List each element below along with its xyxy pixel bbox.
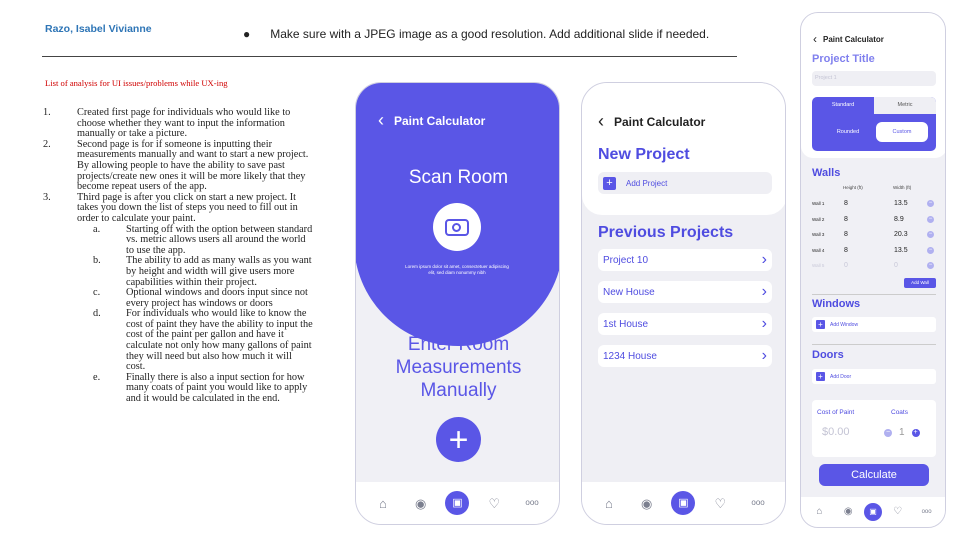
tab-metric[interactable]: Metric <box>874 97 936 114</box>
subnote-letter: e. <box>93 371 101 383</box>
wall-width[interactable]: 8.9 <box>894 215 904 223</box>
add-door-button[interactable] <box>812 369 936 384</box>
tab-standard[interactable]: Standard <box>831 102 855 108</box>
plus-icon[interactable]: + <box>913 428 918 436</box>
heart-icon[interactable]: ♡ <box>893 506 903 517</box>
walls-title: Walls <box>812 167 841 179</box>
project-title-label: Project Title <box>812 53 875 65</box>
header <box>378 110 485 131</box>
subnote-letter: d. <box>93 308 101 320</box>
note-item <box>43 140 313 193</box>
app-title: Paint Calculator <box>614 114 706 129</box>
project-item[interactable] <box>598 281 772 303</box>
divider <box>42 56 737 57</box>
add-door-label: Add Door <box>830 373 852 380</box>
camera-tab-icon[interactable]: ▣ <box>671 491 695 515</box>
col-height-header: Height (ft) <box>843 185 863 190</box>
new-project-title: New Project <box>598 146 690 163</box>
wall-width[interactable]: 13.5 <box>894 246 908 254</box>
back-icon[interactable]: ‹ <box>813 32 817 46</box>
wall-height[interactable]: 8 <box>844 231 848 239</box>
minus-icon[interactable]: − <box>885 428 891 436</box>
lorem-text: Lorem ipsum dolor sit amet, consectetuer adipiscing elit, sed diam nonummy nibh <box>405 264 509 275</box>
add-window-button[interactable] <box>812 317 936 332</box>
more-icon[interactable]: ooo <box>921 509 932 515</box>
wall-width[interactable]: 20.3 <box>894 231 908 239</box>
add-window-label: Add Window <box>830 321 859 328</box>
tab-custom[interactable]: Custom <box>876 122 928 142</box>
wall-width[interactable]: 13.5 <box>894 200 908 208</box>
add-wall-button[interactable]: Add Wall <box>904 278 936 288</box>
tab-rounded[interactable]: Rounded <box>836 129 860 135</box>
list-title: List of analysis for UI issues/problems while UX-ing <box>45 78 228 88</box>
heart-icon[interactable]: ♡ <box>714 495 727 511</box>
camera-button[interactable] <box>433 203 481 251</box>
home-icon[interactable]: ⌂ <box>604 495 613 511</box>
chevron-right-icon: › <box>761 283 767 300</box>
phone-scan-screen <box>355 82 560 525</box>
project-list <box>598 249 772 367</box>
wall-height[interactable]: 8 <box>844 246 848 254</box>
chevron-right-icon: › <box>761 347 767 364</box>
analysis-notes <box>43 108 313 405</box>
subnote-item <box>93 309 313 373</box>
wall-height[interactable]: 8 <box>844 200 848 208</box>
add-project-label: Add Project <box>626 178 668 188</box>
tab-bar <box>356 482 559 524</box>
camera-tab-icon[interactable]: ▣ <box>864 503 882 521</box>
chevron-right-icon: › <box>761 315 767 332</box>
calculate-button[interactable]: Calculate <box>819 464 929 486</box>
coats-stepper[interactable] <box>884 427 920 438</box>
divider <box>812 344 936 345</box>
back-icon[interactable]: ‹ <box>378 110 384 130</box>
camera-icon <box>445 219 469 236</box>
note-number: 1. <box>43 107 51 118</box>
bullet-mark: ● <box>243 27 251 41</box>
wall-name: Wall 3 <box>812 232 825 238</box>
doors-title: Doors <box>812 349 844 361</box>
project-name: New House <box>603 286 655 298</box>
divider <box>812 294 936 295</box>
header <box>813 32 884 46</box>
eye-icon[interactable]: ◉ <box>843 506 853 517</box>
cost-of-paint-card <box>812 400 936 457</box>
wall-name: Wall 1 <box>812 201 825 207</box>
subnote-item <box>93 225 313 257</box>
tab-bar <box>582 482 785 524</box>
minus-icon[interactable]: − <box>928 231 933 238</box>
wall-width[interactable]: 0 <box>894 262 898 270</box>
wall-name: Wall 2 <box>812 216 825 222</box>
wall-row <box>812 212 938 228</box>
wall-row <box>812 258 938 274</box>
subnote-item <box>93 373 313 405</box>
instruction-line <box>243 27 709 41</box>
instruction-text: Make sure with a JPEG image as a good resolution. Add additional slide if needed. <box>270 27 710 41</box>
minus-icon[interactable]: − <box>928 262 933 269</box>
note-text: Created first page for individuals who would like to choose whether they want to input the information manually or take a picture. <box>77 107 291 140</box>
note-text: Second page is for if someone is inputting their measurements manually and want to start a new project. By allowing people to have the ability to save past projects/create new ones it will be more likely that they become repeat users of the app. <box>77 138 309 193</box>
coats-value: 1 <box>899 427 905 438</box>
plus-icon: + <box>816 320 825 329</box>
home-icon[interactable]: ⌂ <box>816 506 823 517</box>
note-number: 3. <box>43 191 51 203</box>
eye-icon[interactable]: ◉ <box>641 495 653 511</box>
subnote-text: For individuals who would like to know the cost of paint they have the ability to input the cost of the paint per gallon and have it calculate not only how many gallons of paint they will need but also how much it will cost. <box>126 308 313 373</box>
subnote-letter: c. <box>93 287 101 299</box>
wall-name: Wall 5 <box>812 263 825 269</box>
subnote-letter: a. <box>93 223 101 235</box>
minus-icon[interactable]: − <box>928 215 933 222</box>
project-item[interactable] <box>598 345 772 367</box>
header <box>598 111 705 132</box>
back-icon[interactable]: ‹ <box>598 111 604 131</box>
author-name: Razo, Isabel Vivianne <box>45 23 152 35</box>
tab-bar <box>801 497 945 527</box>
subnote-text: Finally there is also a input section for how many coats of paint you would like to apply and it would be calculated in the end. <box>126 371 308 405</box>
more-icon[interactable]: ooo <box>751 498 765 507</box>
minus-icon[interactable]: − <box>928 200 933 207</box>
heart-icon[interactable]: ♡ <box>488 495 501 511</box>
manual-label: Enter Room Measurements Manually <box>395 334 522 401</box>
minus-icon[interactable]: − <box>928 246 933 253</box>
project-item[interactable] <box>598 313 772 335</box>
project-name: 1st House <box>603 318 649 330</box>
wall-row <box>812 227 938 243</box>
home-icon[interactable]: ⌂ <box>378 495 387 511</box>
wall-height[interactable]: 0 <box>844 262 848 270</box>
subnote-letter: b. <box>93 255 101 267</box>
note-item <box>43 193 313 225</box>
phone-project-form-screen <box>800 12 946 528</box>
coats-label: Coats <box>891 409 908 416</box>
wall-height[interactable]: 8 <box>844 215 848 223</box>
project-name: Project 10 <box>603 254 649 266</box>
plus-icon: + <box>816 372 825 381</box>
wall-name: Wall 4 <box>812 247 825 253</box>
plus-icon: + <box>603 177 616 190</box>
note-number: 2. <box>43 138 51 150</box>
col-width-header: Width (ft) <box>893 185 912 190</box>
unit-selector <box>812 97 936 151</box>
add-project-button[interactable] <box>598 172 772 194</box>
eye-icon[interactable]: ◉ <box>415 495 427 511</box>
windows-title: Windows <box>812 298 861 310</box>
scan-room-label: Scan Room <box>408 167 509 188</box>
add-manual-button[interactable] <box>436 417 481 462</box>
cost-value[interactable]: $0.00 <box>822 426 850 438</box>
camera-tab-icon[interactable]: ▣ <box>445 491 469 515</box>
phone-projects-screen <box>581 82 786 525</box>
subnote-text: The ability to add as many walls as you want by height and width will give users more capabilities within their project. <box>126 255 312 288</box>
cost-label: Cost of Paint <box>817 409 855 416</box>
project-name: 1234 House <box>603 350 657 362</box>
chevron-right-icon: › <box>761 251 767 268</box>
more-icon[interactable]: ooo <box>525 498 539 507</box>
subnote-item <box>93 288 313 309</box>
subnote-text: Optional windows and doors input since not every project has windows or doors <box>126 287 308 309</box>
app-title: Paint Calculator <box>394 113 486 128</box>
wall-row <box>812 243 938 259</box>
subnote-item <box>93 256 313 288</box>
plus-icon: + <box>448 420 469 459</box>
subnote-text: Starting off with the option between standard vs. metric allows users all around the world to use the app. <box>126 223 313 256</box>
note-text: Third page is after you click on start a new project. It takes you down the list of steps you need to fill out in order to calculate your paint. <box>77 191 298 224</box>
wall-row <box>812 196 938 212</box>
project-title-input[interactable]: Project 1 <box>812 71 936 86</box>
note-item <box>43 108 313 140</box>
previous-projects-title: Previous Projects <box>598 224 734 241</box>
walls-table <box>812 196 938 274</box>
app-title: Paint Calculator <box>823 34 884 44</box>
project-item[interactable] <box>598 249 772 271</box>
